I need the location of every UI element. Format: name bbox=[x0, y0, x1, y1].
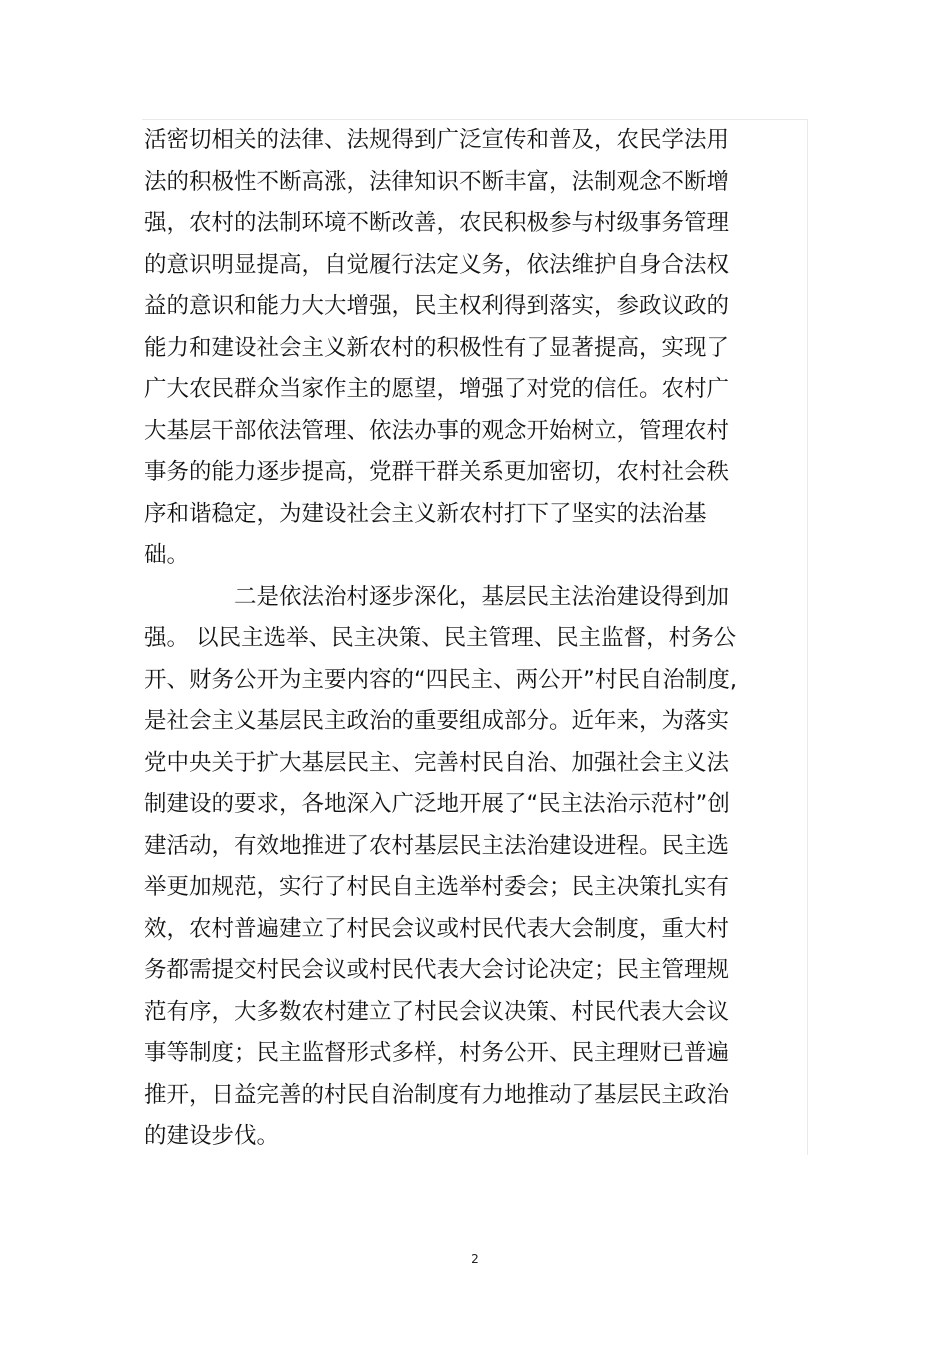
text-line: 事务的能力逐步提高，党群干群关系更加密切，农村社会秩 bbox=[144, 459, 730, 485]
text-line: 广大农民群众当家作主的愿望，增强了对党的信任。农村广 bbox=[144, 376, 730, 402]
text-line: 活密切相关的法律、法规得到广泛宣传和普及，农民学法用 bbox=[144, 127, 730, 153]
text-line: 务都需提交村民会议或村民代表大会讨论决定；民主管理规 bbox=[144, 957, 730, 983]
text-line: 能力和建设社会主义新农村的积极性有了显著提高，实现了 bbox=[144, 334, 730, 361]
text-line: 效，农村普遍建立了村民会议或村民代表大会制度，重大村 bbox=[144, 915, 730, 942]
text-line: 法的积极性不断高涨，法律知识不断丰富，法制观念不断增 bbox=[144, 168, 730, 195]
text-line: 大基层干部依法管理、依法办事的观念开始树立，管理农村 bbox=[144, 417, 730, 444]
text-line: 举更加规范，实行了村民自主选举村委会；民主决策扎实有 bbox=[144, 874, 730, 900]
document-body bbox=[144, 120, 784, 1158]
text-line: 范有序，大多数农村建立了村民会议决策、村民代表大会议 bbox=[144, 998, 730, 1025]
text-line: 序和谐稳定，为建设社会主义新农村打下了坚实的法治基 bbox=[144, 500, 707, 527]
text-line: 强。 以民主选举、民主决策、民主管理、民主监督，村务公 bbox=[144, 625, 737, 651]
text-line: 是社会主义基层民主政治的重要组成部分。近年来，为落实 bbox=[144, 708, 730, 734]
text-line: 的意识明显提高，自觉履行法定义务，依法维护自身合法权 bbox=[144, 251, 730, 278]
page-frame-right bbox=[807, 119, 808, 1155]
text-line: 强，农村的法制环境不断改善，农民积极参与村级事务管理 bbox=[144, 210, 730, 236]
text-line: 础。 bbox=[144, 542, 190, 568]
text-line: 的建设步伐。 bbox=[144, 1123, 280, 1149]
paragraph-start-line: 二是依法治村逐步深化，基层民主法治建设得到加 bbox=[234, 583, 730, 610]
text-line: 制建设的要求，各地深入广泛地开展了“民主法治示范村”创 bbox=[144, 791, 730, 817]
text-line: 推开，日益完善的村民自治制度有力地推动了基层民主政治 bbox=[144, 1081, 730, 1108]
text-line: 党中央关于扩大基层民主、完善村民自治、加强社会主义法 bbox=[144, 749, 730, 776]
text-line: 开、财务公开为主要内容的“四民主、两公开”村民自治制度, bbox=[144, 666, 737, 693]
text-line: 益的意识和能力大大增强，民主权利得到落实，参政议政的 bbox=[144, 293, 730, 319]
page-number: 2 bbox=[471, 1252, 479, 1266]
text-line: 建活动，有效地推进了农村基层民主法治建设进程。民主选 bbox=[144, 832, 730, 859]
text-line: 事等制度；民主监督形式多样，村务公开、民主理财已普遍 bbox=[144, 1040, 730, 1066]
